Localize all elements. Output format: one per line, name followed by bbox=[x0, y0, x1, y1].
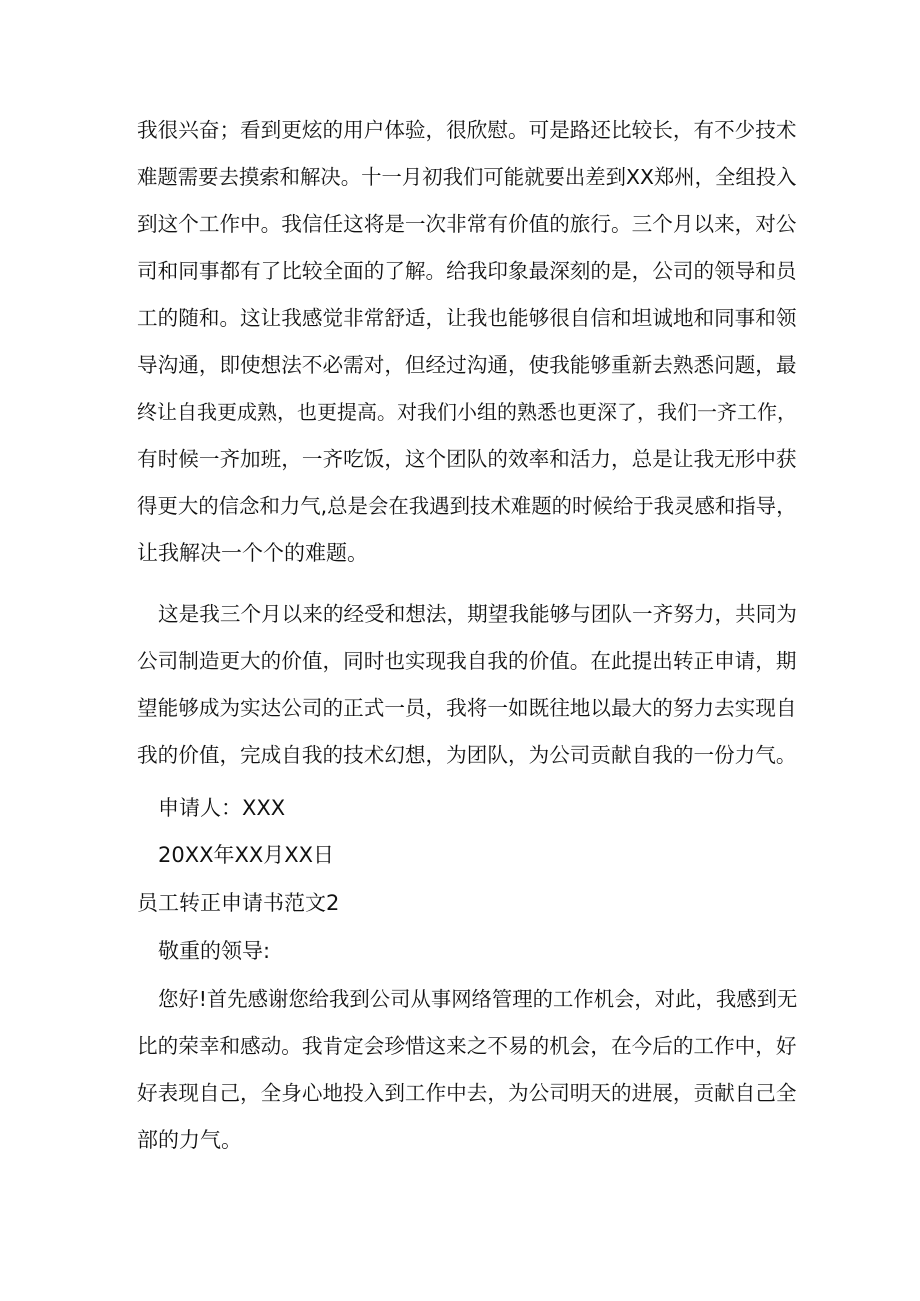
salutation-line: 敬重的领导: bbox=[158, 939, 271, 963]
text-line: 部的力气。 bbox=[137, 1128, 242, 1152]
signature-block bbox=[137, 785, 797, 832]
text-line: 终让自我更成熟，也更提高。对我们小组的熟悉也更深了，我们一齐工作， bbox=[137, 400, 797, 424]
text-line: 望能够成为实达公司的正式一员，我将一如既往地以最大的努力去实现自 bbox=[137, 696, 797, 720]
text-line: 我很兴奋；看到更炫的用户体验，很欣慰。可是路还比较长，有不少技术 bbox=[137, 118, 797, 142]
date-block bbox=[137, 832, 797, 879]
text-line: 工的随和。这让我感觉非常舒适，让我也能够很自信和坦诚地和同事和领 bbox=[137, 306, 797, 330]
heading-line: 员工转正申请书范文2 bbox=[137, 891, 340, 915]
section-heading bbox=[137, 880, 797, 927]
text-line: 有时候一齐加班，一齐吃饭，这个团队的效率和活力，总是让我无形中获 bbox=[137, 447, 797, 471]
text-line: 比的荣幸和感动。我肯定会珍惜这来之不易的机会，在今后的工作中，好 bbox=[137, 1034, 797, 1058]
text-line: 我的价值，完成自我的技术幻想，为团队，为公司贡献自我的一份力气。 bbox=[137, 743, 797, 767]
text-line: 导沟通，即使想法不必需对，但经过沟通，使我能够重新去熟悉问题，最 bbox=[137, 353, 797, 377]
text-line: 公司制造更大的价值，同时也实现我自我的价值。在此提出转正申请，期 bbox=[137, 649, 797, 673]
text-line: 让我解决一个个的难题。 bbox=[137, 541, 368, 565]
text-line: 得更大的信念和力气,总是会在我遇到技术难题的时候给于我灵感和指导， bbox=[137, 494, 797, 518]
body-paragraph-2 bbox=[137, 591, 797, 779]
text-line: 难题需要去摸索和解决。十一月初我们可能就要出差到XX郑州，全组投入 bbox=[137, 165, 797, 189]
body-paragraph-3 bbox=[137, 976, 797, 1164]
body-paragraph-1 bbox=[137, 107, 797, 577]
date-line: 20XX年XX月XX日 bbox=[158, 843, 335, 867]
text-line: 到这个工作中。我信任这将是一次非常有价值的旅行。三个月以来，对公 bbox=[137, 212, 797, 236]
text-line: 这是我三个月以来的经受和想法，期望我能够与团队一齐努力，共同为 bbox=[158, 602, 797, 626]
text-line: 司和同事都有了比较全面的了解。给我印象最深刻的是，公司的领导和员 bbox=[137, 259, 797, 283]
signature-line: 申请人：XXX bbox=[158, 796, 286, 820]
text-line: 您好!首先感谢您给我到公司从事网络管理的工作机会，对此，我感到无 bbox=[158, 987, 798, 1011]
text-line: 好表现自己，全身心地投入到工作中去，为公司明天的进展，贡献自己全 bbox=[137, 1081, 797, 1105]
salutation-block bbox=[137, 928, 797, 975]
